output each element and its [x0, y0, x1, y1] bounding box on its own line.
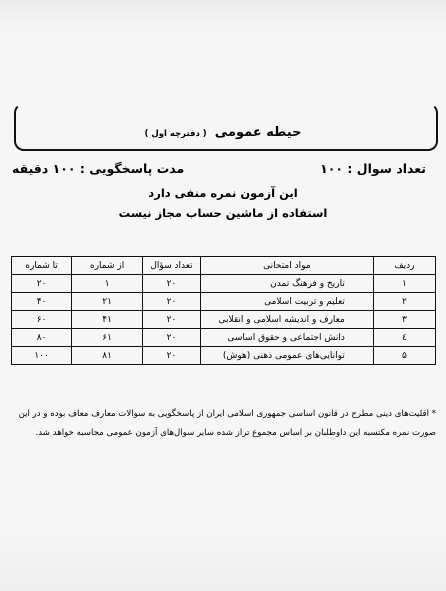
- cell-from: ۴۱: [72, 311, 143, 329]
- cell-subject: توانایی‌های عمومی ذهنی (هوش): [200, 347, 373, 365]
- negative-marking-notice: این آزمون نمره منفی دارد: [148, 186, 298, 200]
- header-radif: ردیف: [373, 257, 435, 275]
- cell-subject: تعلیم و تربیت اسلامی: [200, 293, 373, 311]
- table-header-row: [12, 257, 436, 275]
- cell-to: ۴۰: [12, 293, 72, 311]
- cell-subject: معارف و اندیشه اسلامی و انقلابی: [200, 311, 373, 329]
- cell-count: ۲۰: [143, 275, 201, 293]
- cell-count: ۲۰: [143, 329, 201, 347]
- top-shade: [0, 0, 446, 34]
- cell-radif: ۱: [373, 275, 435, 293]
- header-count: تعداد سؤال: [143, 257, 201, 275]
- cell-from: ۱: [72, 275, 143, 293]
- cell-to: ۱۰۰: [12, 347, 72, 365]
- footnote: * اقلیت‌های دینی مطرح در قانون اساسی جمهوری اسلامی ایران از پاسخگویی به سوالات معارف معاف بوده و در این صورت نمره مکتسبه این داوطلبان بر اساس مجموع تراز شده سایر سوال‌های آزمون عمومی محاسبه خواهد شد.: [18, 409, 436, 438]
- document-title: [0, 121, 446, 140]
- title-subtitle: ( دفترچه اول ): [144, 129, 207, 139]
- cell-radif: ۵: [373, 347, 435, 365]
- question-count: تعداد سوال : ۱۰۰: [320, 161, 426, 176]
- cell-count: ۲۰: [143, 293, 201, 311]
- table-row: [12, 311, 436, 329]
- table-row: [12, 347, 436, 365]
- cell-from: ۸۱: [72, 347, 143, 365]
- cell-from: ۲۱: [72, 293, 143, 311]
- header-from: از شماره: [72, 257, 143, 275]
- cell-radif: ٤: [373, 329, 435, 347]
- cell-radif: ۳: [373, 311, 435, 329]
- header-subject: مواد امتحانی: [200, 257, 373, 275]
- table-row: [12, 293, 436, 311]
- cell-to: ۶۰: [12, 311, 72, 329]
- cell-from: ۶۱: [72, 329, 143, 347]
- cell-count: ۲۰: [143, 347, 201, 365]
- cell-to: ۲۰: [12, 275, 72, 293]
- cell-count: ۲۰: [143, 311, 201, 329]
- answer-duration: مدت پاسخگویی : ۱۰۰ دقیقه: [12, 161, 185, 176]
- calculator-notice: استفاده از ماشین حساب مجاز نیست: [118, 206, 328, 220]
- cell-radif: ۲: [373, 293, 435, 311]
- bottom-shade: [0, 531, 446, 591]
- cell-subject: تاریخ و فرهنگ تمدن: [200, 275, 373, 293]
- table-row: [12, 275, 436, 293]
- header-to: تا شماره: [12, 257, 72, 275]
- title-main: حیطه عمومی: [214, 125, 302, 140]
- cell-to: ۸۰: [12, 329, 72, 347]
- cell-subject: دانش اجتماعی و حقوق اساسی: [200, 329, 373, 347]
- exam-subjects-table: [11, 256, 436, 365]
- table-row: [12, 329, 436, 347]
